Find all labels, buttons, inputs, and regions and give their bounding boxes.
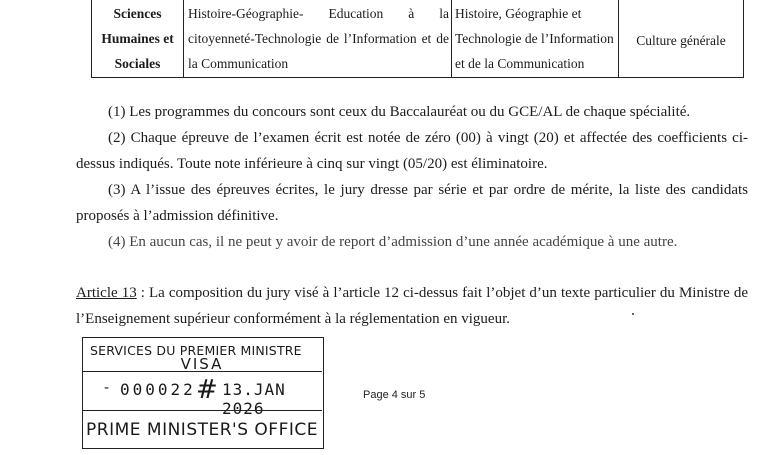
table-cell-category <box>619 0 743 77</box>
note-2 <box>76 125 748 177</box>
note-4 <box>76 229 748 255</box>
cell-line: Histoire-Géographie- Education à la <box>188 6 449 21</box>
note-3 <box>76 177 748 229</box>
stamp-mark: # <box>196 375 218 405</box>
article-label: Article 13 <box>76 285 137 301</box>
cell-line: et de la Communication <box>455 56 585 71</box>
visa-stamp <box>82 337 324 449</box>
note-1 <box>76 99 748 125</box>
cell-line: Histoire, Géographie et <box>455 6 582 21</box>
article-text: : La composition du jury visé à l’article 12 ci-dessus fait l’objet d’un texte particulier du Ministre de l’Enseignement supérieur conformément à la réglementation en vigueur. <box>76 285 748 327</box>
cell-text: Culture générale <box>636 32 726 48</box>
note-3-text: (3) A l’issue des épreuves écrites, le jury dresse par série et par ordre de mérite, la liste des candidats proposés à l’admission définitive. <box>76 182 748 224</box>
cell-line: Humaines et <box>101 31 174 46</box>
cell-line: citoyenneté-Technologie de l’Information et de <box>188 31 449 46</box>
cell-line: Sciences <box>113 6 162 21</box>
stamp-date: 13.JAN 2026 <box>222 380 286 418</box>
table-cell-exam-subjects <box>452 0 619 77</box>
ink-dot <box>632 313 634 315</box>
note-2-text: (2) Chaque épreuve de l’examen écrit est notée de zéro (00) à vingt (20) et affectée des coefficients ci-dessus indiqués. Toute note inférieure à cinq sur vingt (05/20) est éliminatoire. <box>76 130 748 172</box>
stamp-number: 000022 <box>120 380 196 399</box>
cell-line: Sociales <box>114 56 161 71</box>
table-cell-domain <box>92 0 184 77</box>
subjects-table-row <box>91 0 744 78</box>
stamp-visa: VISA <box>180 355 224 373</box>
page-indicator: Page 4 sur 5 <box>363 389 426 401</box>
stamp-tick: - <box>104 380 110 396</box>
note-1-text: (1) Les programmes du concours sont ceux du Baccalauréat ou du GCE/AL de chaque spécialité. <box>108 104 691 120</box>
cell-line: Technologie de l’Information <box>455 31 614 46</box>
stamp-office: PRIME MINISTER'S OFFICE <box>86 420 318 440</box>
table-cell-subjects <box>184 0 452 77</box>
stamp-header: SERVICES DU PREMIER MINISTRE <box>90 343 302 358</box>
stamp-divider <box>82 371 322 372</box>
note-4-text: (4) En aucun cas, il ne peut y avoir de report d’admission d’une année académique à une autre. <box>108 234 678 250</box>
cell-line: la Communication <box>188 56 289 71</box>
article-13 <box>76 280 748 332</box>
stamp-divider <box>82 410 322 411</box>
